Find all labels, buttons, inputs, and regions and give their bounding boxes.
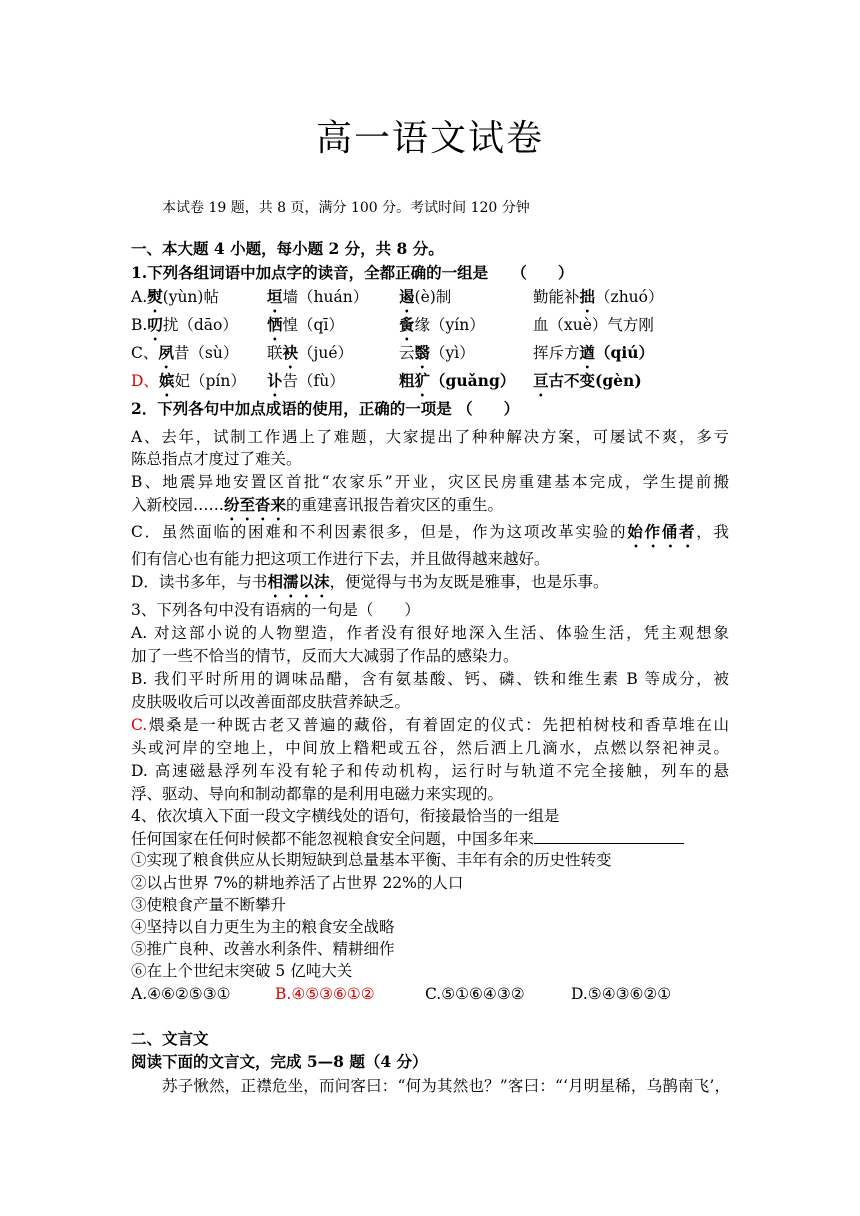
q4-item-5: ⑤推广良种、改善水利条件、精耕细作 [131, 940, 395, 958]
q3-option-d-line1: D. 高速磁悬浮列车没有轮子和传动机构，运行时与轨道不完全接触，列车的悬 [131, 762, 729, 780]
fill-blank [534, 827, 684, 844]
q4-option-b-answer: B.④⑤③⑥①② [275, 985, 375, 1003]
q4-item-2: ②以占世界 7%的耕地养活了占世界 22%的人口 [131, 874, 464, 892]
q3-option-a-line1: A. 对这部小说的人物塑造，作者没有很好地深入生活、体验生活，凭主观想象 [131, 624, 729, 642]
q4-option-c: C.⑤①⑥④③② [425, 985, 525, 1003]
q2-option-d: D．读书多年，与书相濡以沫，便觉得与书为友既是雅事，也是乐事。 [131, 572, 609, 591]
q2-option-a-line1: A、去年，试制工作遇上了难题，大家提出了种种解决方案，可屡试不爽，多亏 [131, 428, 729, 446]
q3-option-c-line2: 头或河岸的空地上，中间放上糌粑或五谷，然后洒上几滴水，点燃以祭祀神灵。 [131, 739, 729, 757]
answer-mark: D、 [131, 372, 159, 390]
q4-item-6: ⑥在上个世纪末突破 5 亿吨大关 [131, 962, 353, 980]
q2-option-c-line1: C．虽然面临的困难和不利因素很多，但是，作为这项改革实验的始作俑者，我 [131, 522, 729, 541]
q3-option-a-line2: 加了一些不恰当的情节，反而大大减弱了作品的感染力。 [131, 647, 519, 665]
q4-options [131, 983, 731, 1005]
q2-option-c-line2: 们有信心也有能力把这项工作进行下去，并且做得越来越好。 [131, 550, 550, 568]
q2-option-b-line2: 入新校园……纷至沓来的重建喜讯报告着灾区的重生。 [131, 495, 504, 514]
q1-option-d: D、嫔妃（pín） 讣告（fù） 粗犷（guǎng） 亘古不变(gèn) [131, 371, 642, 390]
idiom-xiang-ru-yi-mo: 相濡以沫 [267, 572, 330, 591]
q4-option-a: A.④⑥②⑤③① [131, 985, 231, 1003]
q1-option-b: B.叨扰（dāo） 恓惶（qī） 夤缘（yín） 血（xuè）气方刚 [131, 315, 654, 334]
idiom-fen-zhi-ta-lai: 纷至沓来 [224, 495, 287, 514]
q2-option-b-line1: B、地震异地安置区首批“农家乐”开业，灾区民房重建基本完成，学生提前搬 [131, 473, 729, 491]
section1-heading: 一、本大题 4 小题，每小题 2 分，共 8 分。 [131, 239, 444, 258]
section2-subheading: 阅读下面的文言文，完成 5—8 题（4 分） [131, 1052, 428, 1071]
q3-option-b-line1: B. 我们平时所用的调味品醋，含有氨基酸、钙、磷、铁和维生素 B 等成分，被 [131, 670, 729, 688]
q4-passage: 任何国家在任何时候都不能忽视粮食安全问题，中国多年来 [131, 827, 684, 850]
q4-option-d: D.⑤④③⑥②① [571, 985, 672, 1003]
q1-option-a: A.熨(yùn)帖 垣墙（huán） 遏(è)制 勤能补拙（zhuó） [131, 287, 664, 306]
q4-item-4: ④坚持以自力更生为主的粮食安全战略 [131, 918, 395, 936]
q1-option-c: C、夙昔（sù） 联袂（jué） 云翳（yì） 挥斥方遒（qiú） [131, 343, 655, 362]
q2-stem: 2．下列各句中加点成语的使用，正确的一项是 （ ） [131, 399, 520, 418]
idiom-shi-zuo-yong-zhe: 始作俑者 [627, 522, 697, 541]
q4-item-3: ③使粮食产量不断攀升 [131, 896, 287, 914]
section2-heading: 二、文言文 [131, 1029, 209, 1048]
q1-stem: 1.下列各组词语中加点字的读音，全都正确的一组是 （ ） [131, 263, 574, 282]
q4-stem: 4、依次填入下面一段文字横线处的语句，衔接最恰当的一组是 [131, 807, 560, 825]
q2-option-a-line2: 陈总指点才度过了难关。 [131, 450, 302, 468]
answer-mark: C. [131, 716, 148, 734]
classical-text-line: 苏子愀然，正襟危坐，而问客曰：“何为其然也？”客曰：“‘月明星稀，乌鹊南飞’， [162, 1077, 730, 1095]
q3-option-d-line2: 浮、驱动、导向和制动都靠的是利用电磁力来实现的。 [131, 785, 504, 803]
page-title: 高一语文试卷 [315, 118, 544, 159]
q3-option-b-line2: 皮肤吸收后可以改善面部皮肤营养缺乏。 [131, 693, 411, 711]
q3-stem: 3、下列各句中没有语病的一句是（ ） [131, 601, 420, 619]
q3-option-c-line1: C.煨桑是一种既古老又普遍的藏俗，有着固定的仪式：先把柏树枝和香草堆在山 [131, 716, 729, 734]
q4-item-1: ①实现了粮食供应从长期短缺到总量基本平衡、丰年有余的历史性转变 [131, 851, 612, 869]
exam-intro: 本试卷 19 题，共 8 页，满分 100 分。考试时间 120 分钟 [162, 200, 530, 216]
